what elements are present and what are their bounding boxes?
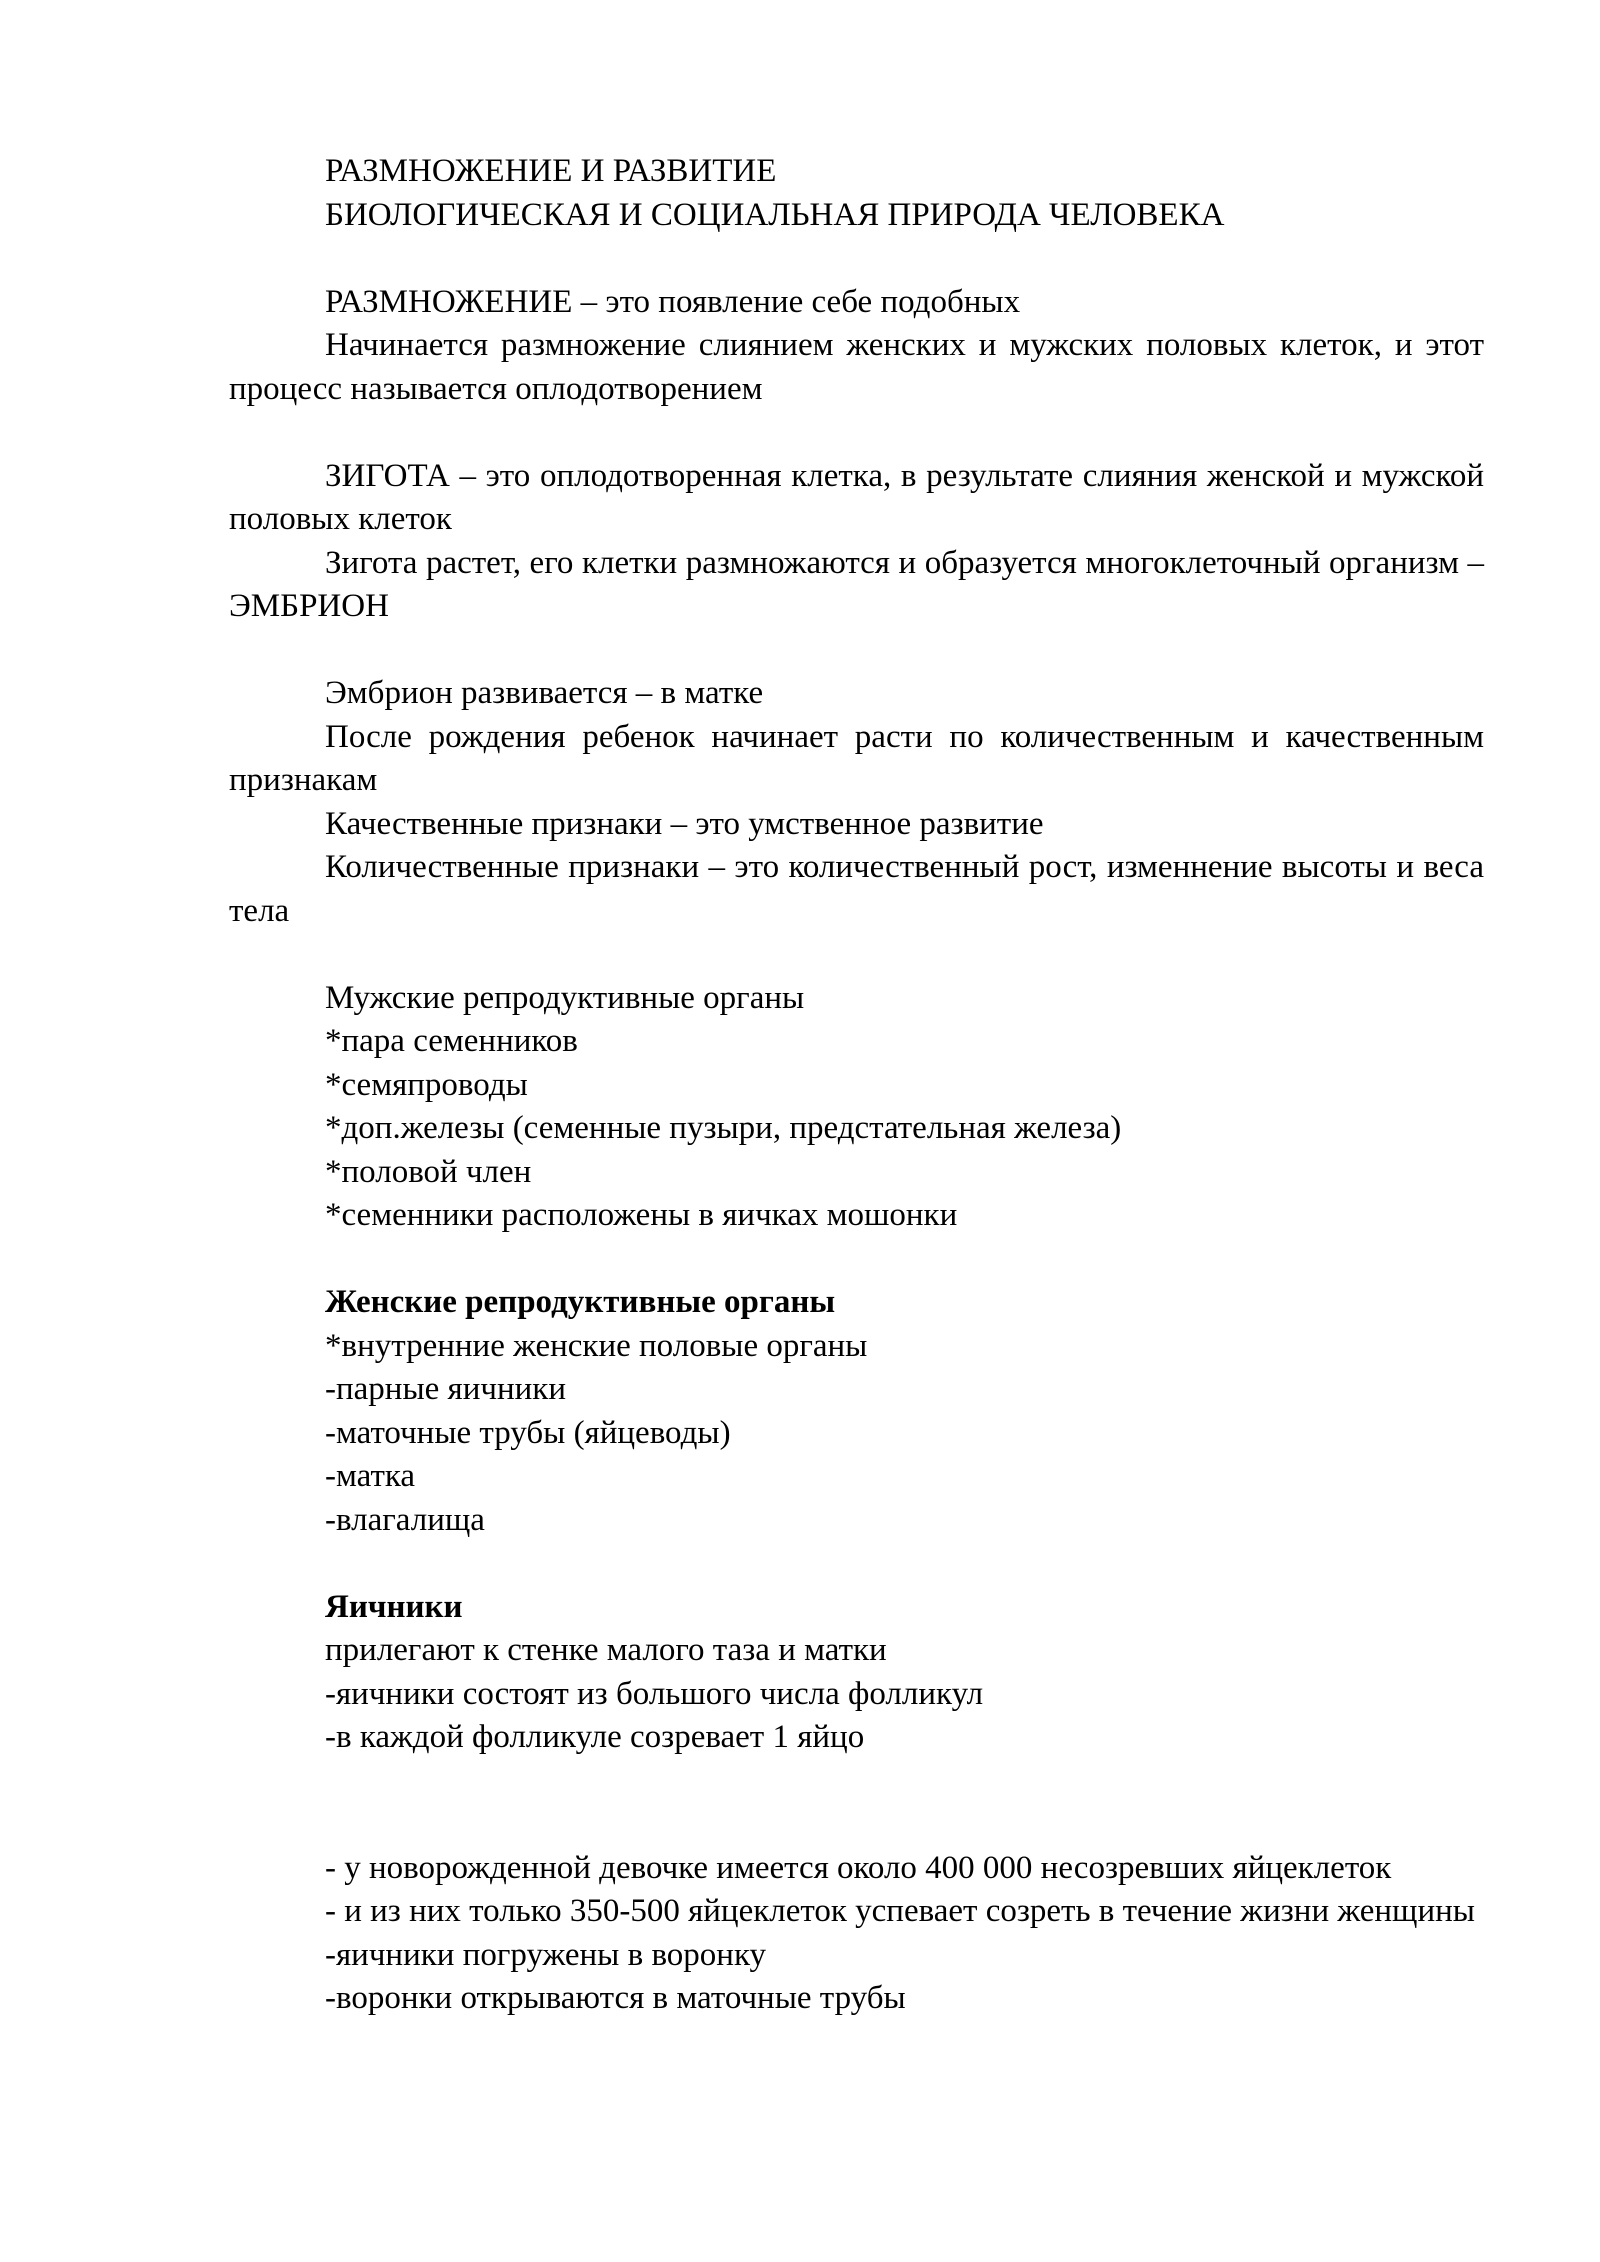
list-item: -в каждой фолликуле созревает 1 яйцо [325, 1719, 865, 1755]
paragraph-fertilization: Начинается размножение слиянием женских и мужских половых клеток, и этот процесс называется оплодотворением [229, 327, 1484, 407]
list-item: *внутренние женские половые органы [325, 1327, 868, 1364]
female-organs-heading: Женские репродуктивные органы [325, 1284, 836, 1320]
list-item: *пара семенников [325, 1023, 578, 1059]
paragraph-embryo-formation: Зигота растет, его клетки размножаются и образуется многоклеточный организм – ЭМБРИОН [229, 544, 1484, 624]
paragraph-zygote-definition: ЗИГОТА – это оплодотворенная клетка, в результате слияния женской и мужской половых клеток [229, 457, 1484, 537]
list-item: *половой член [325, 1153, 532, 1190]
document-page [229, 150, 1484, 2021]
list-item: -влагалища [325, 1501, 485, 1538]
paragraph-qualitative-signs: Качественные признаки – это умственное развитие [325, 805, 1044, 842]
paragraph-reproduction-definition: РАЗМНОЖЕНИЕ – это появление себе подобных [325, 283, 1021, 320]
document-subtitle: БИОЛОГИЧЕСКАЯ И СОЦИАЛЬНАЯ ПРИРОДА ЧЕЛОВЕКА [325, 196, 1225, 233]
male-organs-heading: Мужские репродуктивные органы [325, 979, 805, 1016]
list-item: *доп.железы (семенные пузыри, предстательная железа) [325, 1110, 1122, 1146]
list-item: *семенники расположены в яичках мошонки [325, 1197, 958, 1233]
list-item: -парные яичники [325, 1371, 566, 1407]
list-item: -яичники состоят из большого числа фолликул [325, 1675, 984, 1712]
paragraph-quantitative-signs: Количественные признаки – это количественный рост, изменнение высоты и веса тела [229, 849, 1484, 929]
list-item: *семяпроводы [325, 1066, 528, 1103]
ovaries-heading: Яичники [325, 1588, 463, 1625]
list-item: -маточные трубы (яйцеводы) [325, 1414, 731, 1451]
paragraph-newborn-oocytes: - у новорожденной девочке имеется около 400 000 несозревших яйцеклеток [325, 1849, 1392, 1886]
document-title: РАЗМНОЖЕНИЕ И РАЗВИТИЕ [325, 153, 777, 189]
list-item: -воронки открываются в маточные трубы [325, 1980, 906, 2016]
list-item: -матка [325, 1458, 416, 1494]
paragraph-growth: После рождения ребенок начинает расти по количественным и качественным признакам [229, 718, 1484, 798]
paragraph-mature-oocytes: - и из них только 350-500 яйцеклеток успевает созреть в течение жизни женщины [325, 1893, 1475, 1929]
list-item: прилегают к стенке малого таза и матки [325, 1632, 887, 1668]
paragraph-embryo-uterus: Эмбрион развивается – в матке [325, 675, 764, 711]
list-item: -яичники погружены в воронку [325, 1936, 767, 1973]
